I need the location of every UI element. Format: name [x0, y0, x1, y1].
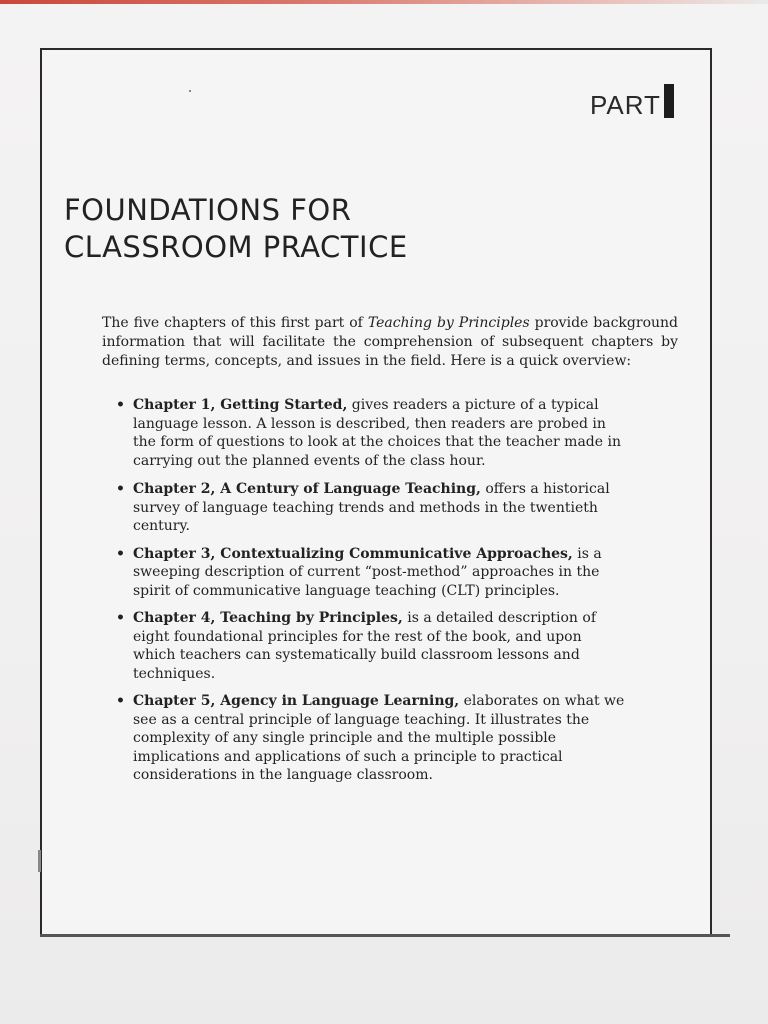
- intro-text-end: provide background information that will facilitate the comprehension of subsequent chapters by defining terms, concepts, and issues in the field. Here is a quick overview:: [102, 315, 678, 369]
- title-line-1: FOUNDATIONS FOR: [64, 193, 352, 227]
- intro-text-start: The five chapters of this first part of: [102, 315, 368, 331]
- part-label: PART: [590, 90, 661, 120]
- scan-mark: [38, 850, 41, 872]
- chapter-heading: Chapter 2, A Century of Language Teaching,: [133, 481, 481, 497]
- chapter-description: is a sweeping description of current “post-method” approaches in the spirit of communicative language teaching (CLT) principles.: [133, 545, 602, 599]
- page-title: [64, 192, 684, 266]
- intro-paragraph: [102, 314, 678, 371]
- chapter-heading: Chapter 4, Teaching by Principles,: [133, 610, 403, 626]
- scan-edge: [0, 0, 768, 4]
- dust-speck: [189, 90, 191, 92]
- chapter-description: gives readers a picture of a typical language lesson. A lesson is described, then readers are probed in the form of questions to look at the choices that the teacher made in carrying out the planned events of the class hour.: [133, 397, 621, 469]
- bullet-icon: •: [116, 693, 125, 709]
- chapter-description: offers a historical survey of language teaching trends and methods in the twentieth century.: [133, 481, 610, 534]
- bullet-icon: •: [116, 397, 125, 413]
- bullet-icon: •: [116, 545, 125, 562]
- list-item: [116, 692, 626, 785]
- title-line-2: CLASSROOM PRACTICE: [64, 230, 408, 264]
- list-item: [116, 480, 626, 536]
- part-numeral: [664, 84, 674, 118]
- list-item: [116, 609, 626, 683]
- chapter-heading: Chapter 5, Agency in Language Learning,: [133, 693, 460, 709]
- bullet-icon: •: [116, 481, 125, 497]
- list-item: [116, 396, 626, 470]
- list-item: [116, 545, 626, 601]
- chapter-description: is a detailed description of eight foundational principles for the rest of the book, and upon which teachers can systematically build classroom lessons and techniques.: [133, 610, 597, 682]
- chapter-list: [116, 396, 626, 794]
- chapter-heading: Chapter 1, Getting Started,: [133, 397, 348, 413]
- bullet-icon: •: [116, 610, 125, 626]
- frame-bottom-rule: [40, 934, 730, 937]
- chapter-description: elaborates on what we see as a central principle of language teaching. It illustrates the complexity of any single principle and the multiple possible implications and applications of such a principle to practical considerations in the language classroom.: [133, 693, 625, 783]
- book-title: Teaching by Principles: [367, 315, 530, 331]
- chapter-heading: Chapter 3, Contextualizing Communicative Approaches,: [133, 545, 573, 562]
